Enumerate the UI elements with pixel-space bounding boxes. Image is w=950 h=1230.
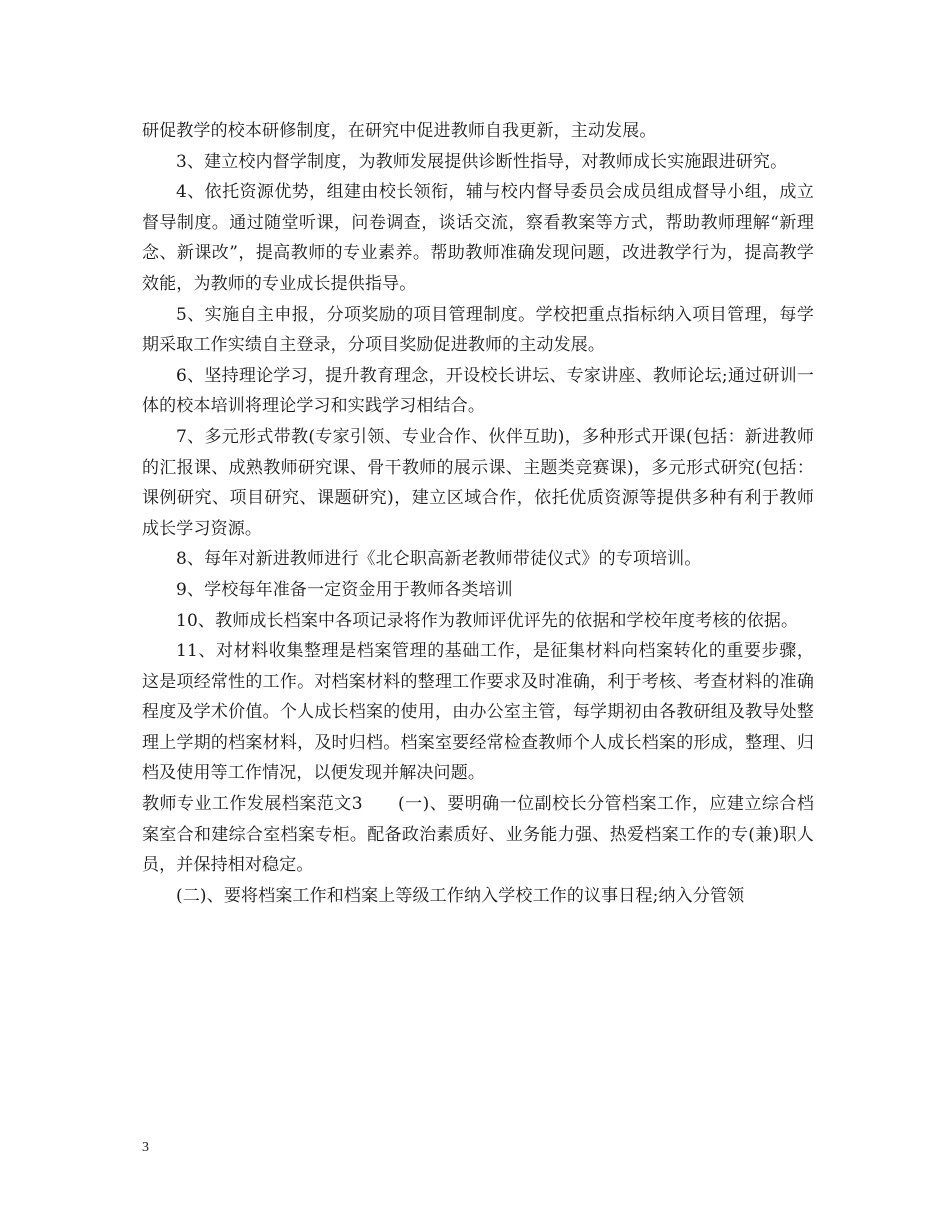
paragraph: 5、实施自主申报，分项奖励的项目管理制度。学校把重点指标纳入项目管理，每学期采取工作实绩自主登录，分项目奖励促进教师的主动发展。 [142, 304, 814, 356]
paragraph: (二)、要将档案工作和档案上等级工作纳入学校工作的议事日程;纳入分管领 [176, 885, 745, 906]
paragraph: 研促教学的校本研修制度，在研究中促进教师自我更新，主动发展。 [142, 121, 657, 141]
paragraph: 9、学校每年准备一定资金用于教师各类培训 [176, 579, 513, 600]
paragraph: 6、坚持理论学习，提升教育理念，开设校长讲坛、专家讲座、教师论坛;通过研训一体的校本培训将理论学习和实践学习相结合。 [142, 365, 814, 417]
document-body [142, 116, 814, 911]
page-number: 3 [142, 1140, 149, 1155]
paragraph: 3、建立校内督学制度，为教师发展提供诊断性指导，对教师成长实施跟进研究。 [176, 151, 788, 172]
paragraph: 4、依托资源优势，组建由校长领衔，辅与校内督导委员会成员组成督导小组，成立督导制度。通过随堂听课，问卷调查，谈话交流，察看教案等方式，帮助教师理解“新理念、新课改”，提高教师的专业素养。帮助教师准确发现问题，改进教学行为，提高教学效能，为教师的专业成长提供指导。 [142, 182, 814, 294]
paragraph: 10、教师成长档案中各项记录将作为教师评优评先的依据和学校年度考核的依据。 [176, 610, 799, 631]
paragraph: 8、每年对新进教师进行《北仑职高新老教师带徒仪式》的专项培训。 [176, 549, 702, 570]
paragraph: 教师专业工作发展档案范文3 (一)、要明确一位副校长分管档案工作，应建立综合档案室合和建综合室档案专柜。配备政治素质好、业务能力强、热爱档案工作的专(兼)职人员，并保持相对稳定。 [142, 794, 814, 876]
paragraph: 7、多元形式带教(专家引领、专业合作、伙伴互助)，多种形式开课(包括：新进教师的汇报课、成熟教师研究课、骨干教师的展示课、主题类竞赛课)，多元形式研究(包括：课例研究、项目研究、课题研究)，建立区域合作，依托优质资源等提供多种有利于教师成长学习资源。 [142, 426, 814, 539]
paragraph: 11、对材料收集整理是档案管理的基础工作，是征集材料向档案转化的重要步骤，这是项经常性的工作。对档案材料的整理工作要求及时准确，利于考核、考查材料的准确程度及学术价值。个人成长档案的使用，由办公室主管，每学期初由各教研组及教导处整理上学期的档案材料，及时归档。档案室要经常检查教师个人成长档案的形成，整理、归档及使用等工作情况，以便发现并解决问题。 [142, 641, 814, 784]
